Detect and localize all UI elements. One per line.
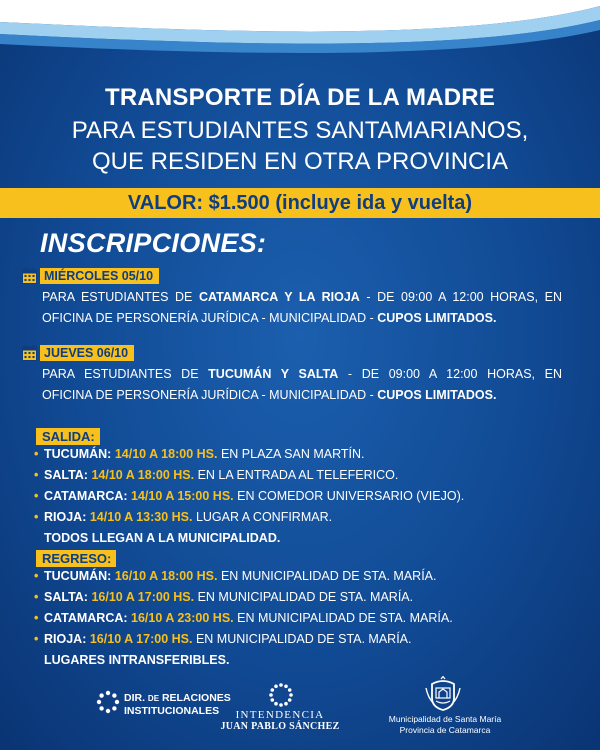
entry-text-pre: PARA ESTUDIANTES DE (42, 290, 199, 304)
salida-item (34, 468, 398, 482)
entry-2-text (42, 364, 562, 406)
relaciones-logo-icon (96, 690, 120, 714)
regreso-label: REGRESO: (36, 550, 116, 567)
title-line-3: QUE RESIDEN EN OTRA PROVINCIA (91, 148, 509, 175)
calendar-icon (22, 268, 37, 284)
item-location: EN COMEDOR UNIVERSARIO (VIEJO). (237, 489, 465, 503)
bullet-icon: • (34, 468, 39, 482)
entry-1-text (42, 287, 562, 329)
logo-de: DE (147, 694, 160, 703)
title-line-2: PARA ESTUDIANTES SANTAMARIANOS, (71, 117, 529, 144)
item-location: EN PLAZA SAN MARTÍN. (220, 447, 365, 461)
regreso-note: LUGARES INTRANSFERIBLES. (44, 653, 230, 667)
regreso-item (34, 569, 436, 583)
item-time: 16/10 A 17:00 HS. (89, 632, 193, 646)
entry-text-line2: OFICINA DE PERSONERÍA JURÍDICA - MUNICIPALIDAD - (42, 311, 378, 325)
item-place: TUCUMÁN: (44, 569, 112, 583)
item-time: 16/10 A 17:00 HS. (91, 590, 195, 604)
item-time: 14/10 A 13:30 HS. (89, 510, 193, 524)
item-place: TUCUMÁN: (44, 447, 112, 461)
item-location: LUGAR A CONFIRMAR. (195, 510, 333, 524)
regreso-item (34, 611, 453, 625)
item-place: RIOJA: (44, 632, 87, 646)
salida-label: SALIDA: (36, 428, 100, 445)
date-label: MIÉRCOLES 05/10 (40, 268, 159, 284)
logo-dir: DIR. (124, 692, 145, 704)
salida-item (34, 510, 332, 524)
entry-limit: CUPOS LIMITADOS. (377, 311, 497, 325)
item-location: EN MUNICIPALIDAD DE STA. MARÍA. (195, 632, 412, 646)
price-banner: VALOR: $1.500 (incluye ida y vuelta) (0, 188, 600, 218)
item-location: EN LA ENTRADA AL TELEFERICO. (197, 468, 399, 482)
entry-text-pre: PARA ESTUDIANTES DE (42, 367, 209, 381)
top-wave-decoration (0, 0, 600, 70)
item-location: EN MUNICIPALIDAD DE STA. MARÍA. (237, 611, 453, 625)
regreso-item (34, 632, 412, 646)
item-location: EN MUNICIPALIDAD DE STA. MARÍA. (220, 569, 437, 583)
item-time: 16/10 A 18:00 HS. (114, 569, 218, 583)
entry-limit: CUPOS LIMITADOS. (377, 388, 497, 402)
bullet-icon: • (34, 510, 39, 524)
municipalidad-line-2: Provincia de Catamarca (399, 725, 491, 735)
title-line-1: TRANSPORTE DÍA DE LA MADRE (104, 84, 496, 111)
salida-item (34, 447, 365, 461)
bullet-icon: • (34, 632, 39, 646)
regreso-item (34, 590, 413, 604)
entry-text-line2: OFICINA DE PERSONERÍA JURÍDICA - MUNICIPALIDAD - (42, 388, 378, 402)
item-place: SALTA: (44, 468, 88, 482)
bullet-icon: • (34, 611, 39, 625)
entry-provinces: TUCUMÁN Y SALTA (208, 367, 339, 381)
item-time: 14/10 A 15:00 HS. (131, 489, 234, 503)
intendencia-line-1: INTENDENCIA (235, 709, 325, 721)
item-place: CATAMARCA: (44, 611, 128, 625)
item-place: SALTA: (44, 590, 88, 604)
calendar-icon (22, 345, 37, 361)
entry-text-mid: - DE 09:00 A 12:00 HORAS, EN (338, 367, 562, 381)
salida-item (34, 489, 464, 503)
date-label: JUEVES 06/10 (40, 345, 134, 361)
item-time: 14/10 A 18:00 HS. (91, 468, 195, 482)
item-place: CATAMARCA: (44, 489, 128, 503)
item-location: EN MUNICIPALIDAD DE STA. MARÍA. (197, 590, 414, 604)
logo-institucionales: INSTITUCIONALES (124, 705, 220, 717)
municipalidad-line-1: Municipalidad de Santa María (388, 714, 502, 724)
intendencia-line-2: JUAN PABLO SÁNCHEZ (220, 721, 340, 732)
logo-relaciones: RELACIONES (161, 692, 231, 704)
bullet-icon: • (34, 447, 39, 461)
item-time: 14/10 A 18:00 HS. (114, 447, 218, 461)
bullet-icon: • (34, 489, 39, 503)
entry-provinces: CATAMARCA Y LA RIOJA (198, 290, 360, 304)
entry-text-mid: - DE 09:00 A 12:00 HORAS, EN (359, 290, 562, 304)
salida-note: TODOS LLEGAN A LA MUNICIPALIDAD. (44, 531, 281, 545)
bullet-icon: • (34, 590, 39, 604)
inscripciones-heading: INSCRIPCIONES: (40, 228, 267, 258)
item-place: RIOJA: (44, 510, 87, 524)
municipal-coat-of-arms-icon (424, 676, 462, 712)
intendencia-logo-icon (268, 682, 294, 708)
item-time: 16/10 A 23:00 HS. (131, 611, 234, 625)
bullet-icon: • (34, 569, 39, 583)
